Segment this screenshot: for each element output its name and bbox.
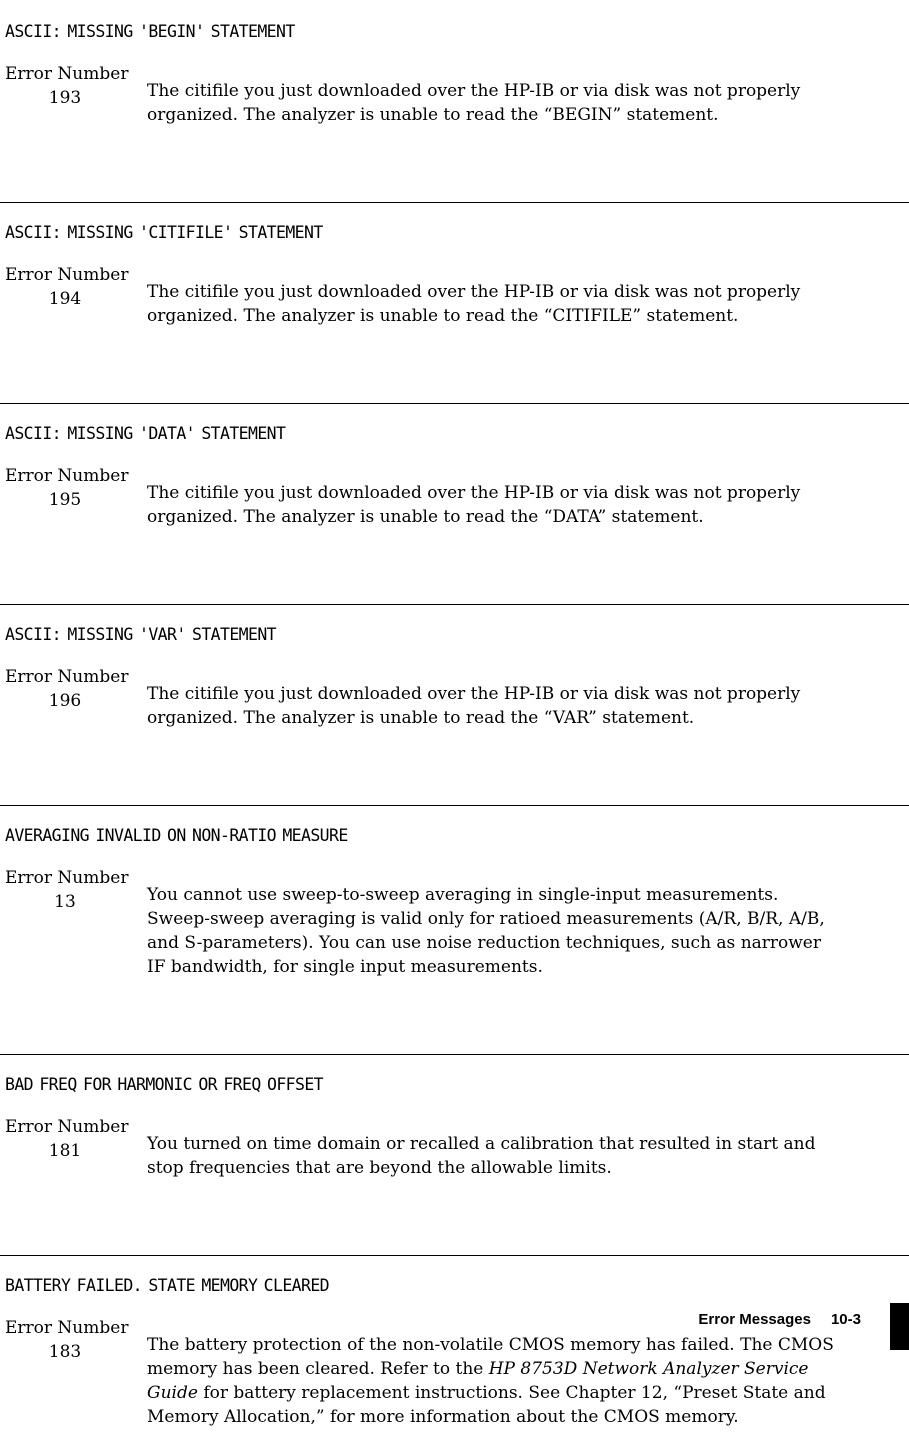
error-entry [0, 223, 909, 345]
error-entry [0, 826, 909, 996]
error-title: AVERAGING INVALID ON NON-RATIO MEASURE [5, 826, 348, 845]
error-entry [0, 22, 909, 144]
error-number-block [5, 1316, 137, 1364]
error-number-block [5, 1115, 137, 1163]
error-number-value: 193 [48, 88, 82, 108]
error-number-label: Error Number [5, 667, 129, 687]
error-description: The citifile you just downloaded over the HP-IB or via disk was not properly organized. The analyzer is unable to read the “BEGIN” statement. [147, 81, 801, 125]
error-entry [0, 424, 909, 546]
section-divider [0, 202, 909, 203]
error-number-label: Error Number [5, 466, 129, 486]
section-divider [0, 805, 909, 806]
error-title: BATTERY FAILED. STATE MEMORY CLEARED [5, 1276, 330, 1295]
error-number-value: 183 [48, 1342, 82, 1362]
section-divider [0, 1054, 909, 1055]
section-divider [0, 403, 909, 404]
error-number-value: 181 [48, 1141, 82, 1161]
error-description: The battery protection of the non-volatile CMOS memory has failed. The CMOS memory has been cleared. Refer to the HP 8753D Network Analyzer Service Guide for battery replacement instructions. See Chapter 12, “Preset State and Memory Allocation,” for more information about the CMOS memory. [147, 1335, 834, 1427]
error-number-block [5, 866, 137, 914]
page-edge-tab [890, 1303, 909, 1350]
error-number-block [5, 62, 137, 110]
error-title: ASCII: MISSING 'DATA' STATEMENT [5, 424, 286, 443]
error-number-label: Error Number [5, 1318, 129, 1338]
error-number-label: Error Number [5, 64, 129, 84]
section-divider [0, 604, 909, 605]
error-description: You cannot use sweep-to-sweep averaging in single-input measurements. Sweep-sweep averaging is valid only for ratioed measurements (A/R, B/R, A/B, and S-parameters). You can use noise reduction techniques, such as narrower IF bandwidth, for single input measurements. [147, 885, 825, 977]
error-entry [0, 1276, 909, 1446]
error-description: The citifile you just downloaded over the HP-IB or via disk was not properly organized. The analyzer is unable to read the “CITIFILE” statement. [147, 282, 801, 326]
section-divider [0, 1255, 909, 1256]
error-number-label: Error Number [5, 1117, 129, 1137]
error-entry [0, 1075, 909, 1197]
error-number-label: Error Number [5, 868, 129, 888]
error-number-block [5, 665, 137, 713]
error-number-block [5, 464, 137, 512]
error-title: ASCII: MISSING 'CITIFILE' STATEMENT [5, 223, 323, 242]
error-number-value: 194 [48, 289, 82, 309]
error-number-value: 195 [48, 490, 82, 510]
error-title: ASCII: MISSING 'BEGIN' STATEMENT [5, 22, 295, 41]
error-description: The citifile you just downloaded over the HP-IB or via disk was not properly organized. The analyzer is unable to read the “DATA” statement. [147, 483, 801, 527]
error-entry [0, 625, 909, 747]
error-number-value: 13 [54, 892, 76, 912]
error-number-label: Error Number [5, 265, 129, 285]
error-title: ASCII: MISSING 'VAR' STATEMENT [5, 625, 277, 644]
error-description: The citifile you just downloaded over the HP-IB or via disk was not properly organized. The analyzer is unable to read the “VAR” statement. [147, 684, 801, 728]
error-number-value: 196 [48, 691, 82, 711]
error-description: You turned on time domain or recalled a calibration that resulted in start and stop frequencies that are beyond the allowable limits. [147, 1134, 816, 1178]
error-title: BAD FREQ FOR HARMONIC OR FREQ OFFSET [5, 1075, 324, 1094]
footer-page-number: 10-3 [830, 1311, 861, 1328]
page-footer [698, 1311, 861, 1328]
error-number-block [5, 263, 137, 311]
footer-section-title: Error Messages [698, 1311, 811, 1328]
